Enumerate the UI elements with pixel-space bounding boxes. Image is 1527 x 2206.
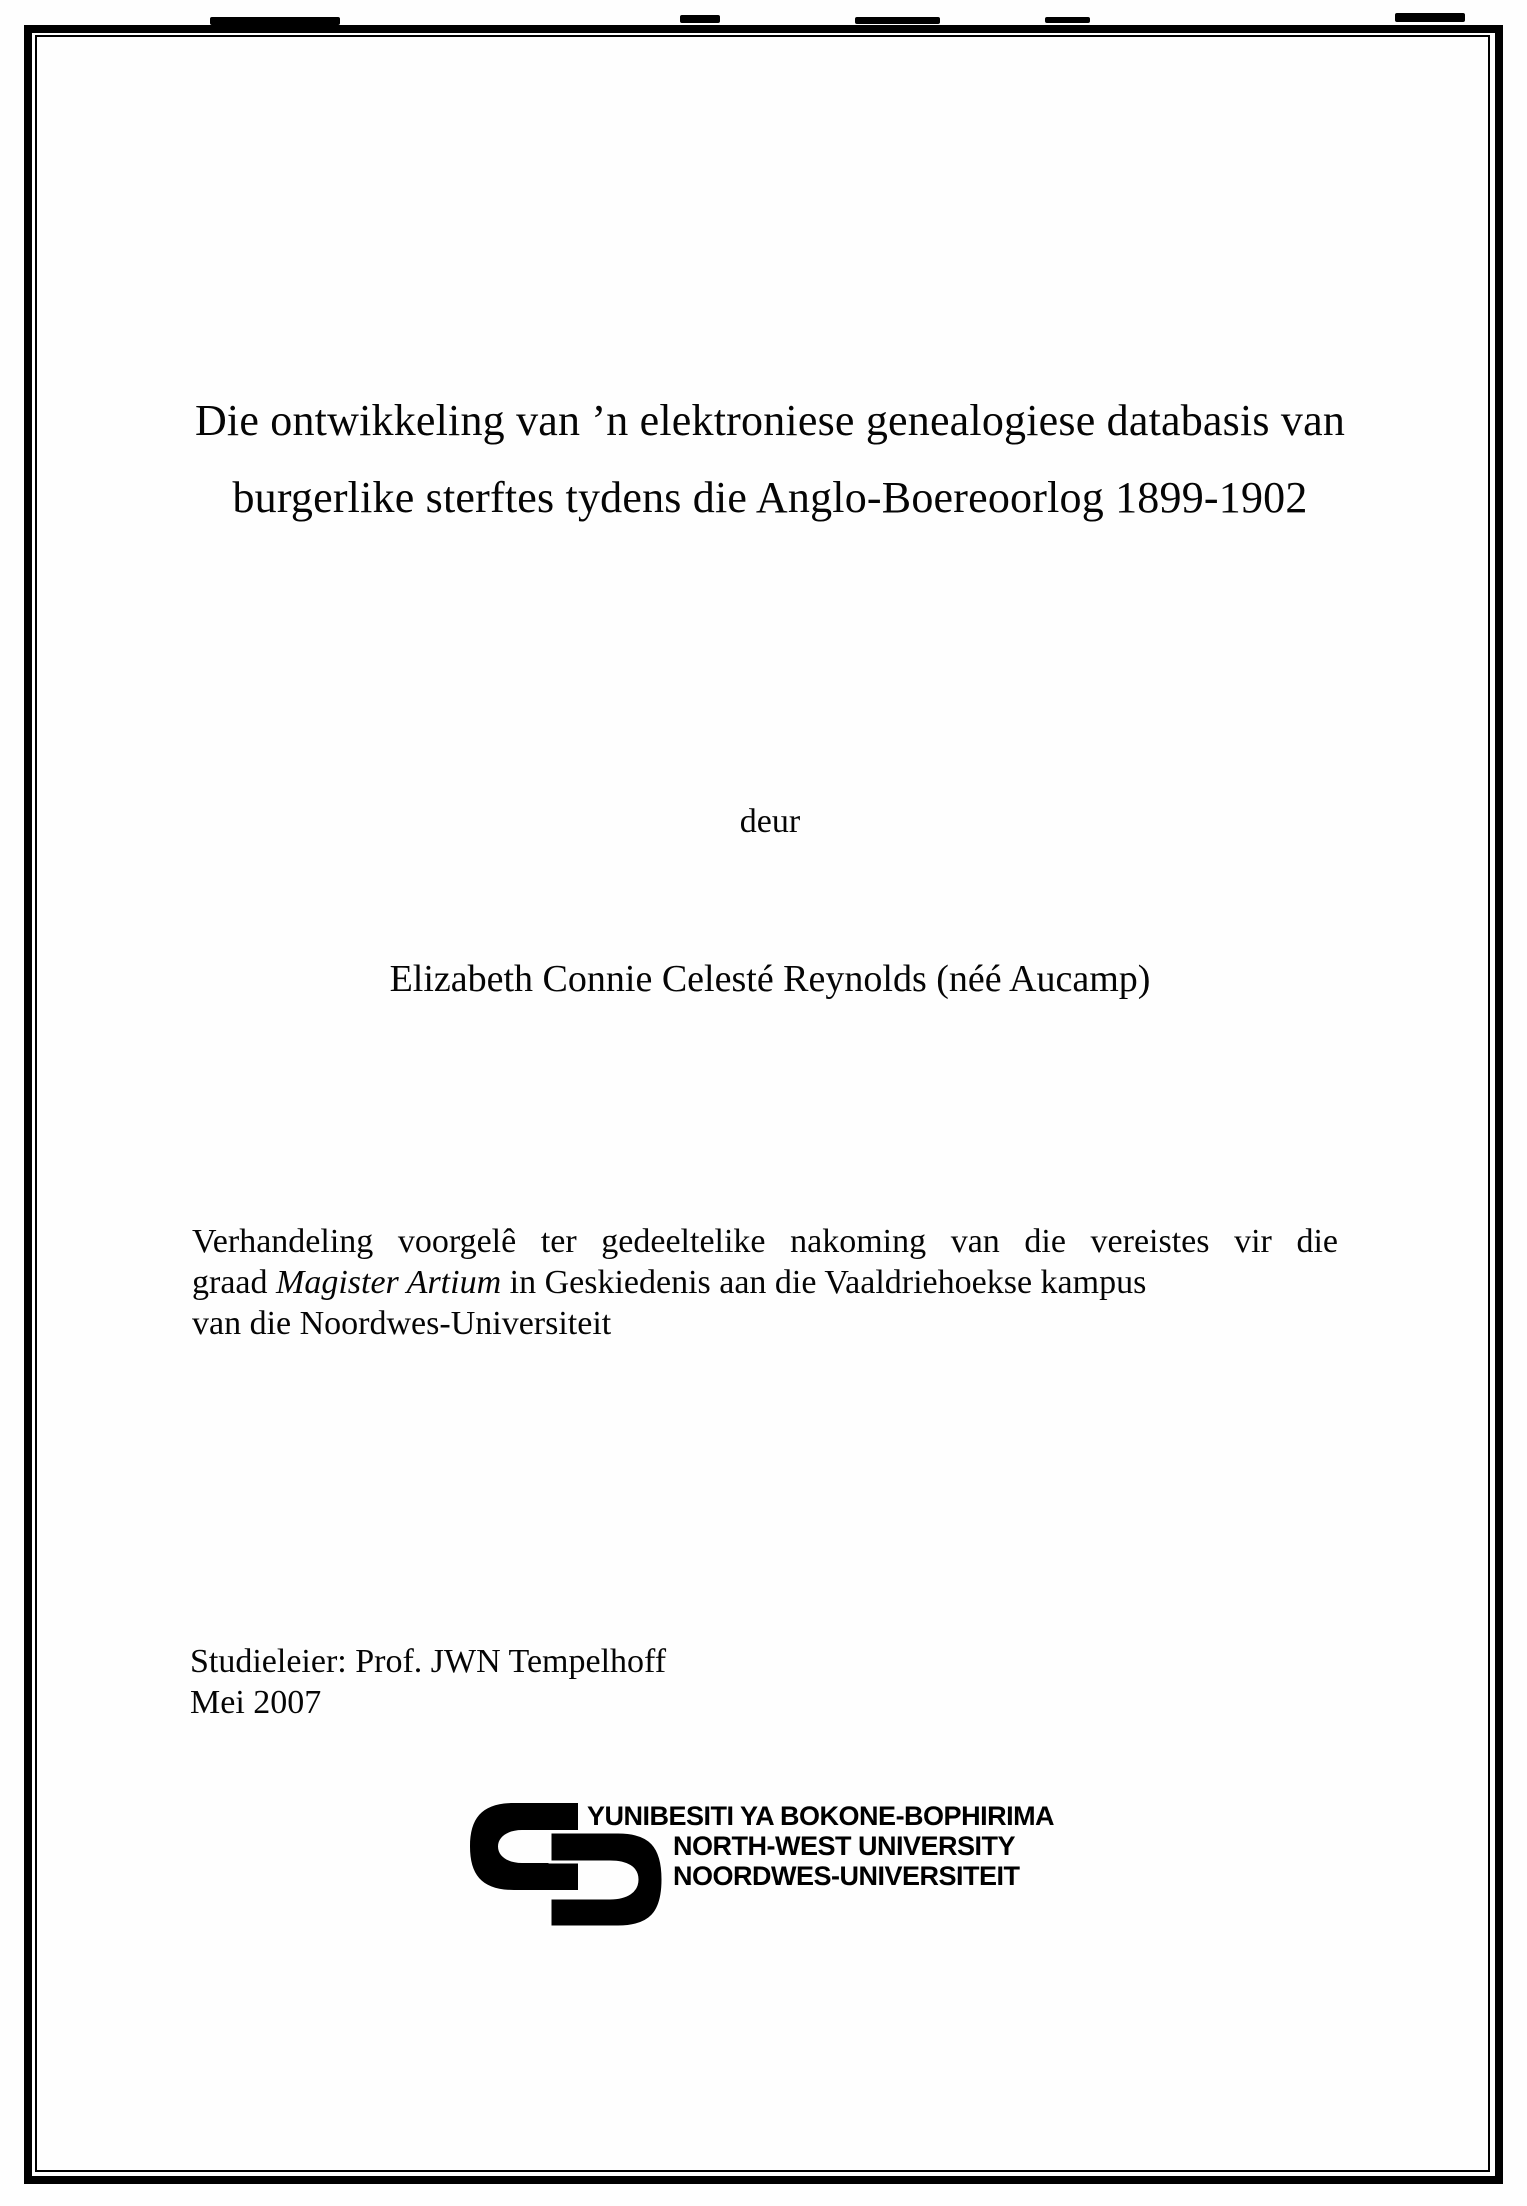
thesis-title-line-2: burgerlike sterftes tydens die Anglo-Boereoorlog 1899-1902 <box>232 473 1308 522</box>
thesis-title-line-1: Die ontwikkeling van ’n elektroniese genealogiese databasis van <box>194 396 1346 445</box>
byline-label: deur <box>739 803 801 840</box>
scan-artifact <box>1045 17 1090 23</box>
supervisor-line: Studieleier: Prof. JWN Tempelhoff <box>190 1643 667 1680</box>
logo-text-afrikaans: NOORDWES-UNIVERSITEIT <box>673 1861 1020 1891</box>
logo-text-english: NORTH-WEST UNIVERSITY <box>673 1831 1016 1861</box>
scan-artifact <box>210 17 340 25</box>
declaration-line-3: van die Noordwes-Universiteit <box>192 1305 612 1342</box>
declaration-paragraph <box>192 1221 1338 1344</box>
date-line: Mei 2007 <box>190 1684 322 1721</box>
author-name: Elizabeth Connie Celesté Reynolds (néé Aucamp) <box>389 958 1151 1000</box>
thesis-title <box>130 382 1410 536</box>
university-logo-text <box>587 1801 1054 1891</box>
declaration-line-2 <box>192 1262 1338 1303</box>
degree-name: Magister Artium <box>276 1264 502 1301</box>
logo-text-setswana: YUNIBESITI YA BOKONE-BOPHIRIMA <box>587 1801 1055 1831</box>
scan-artifact <box>1395 13 1465 22</box>
declaration-line-2-pre: graad <box>192 1264 277 1301</box>
scan-artifact <box>855 17 940 24</box>
supervisor-block <box>190 1641 666 1723</box>
scan-artifact <box>680 15 720 23</box>
declaration-line-2-post: in Geskiedenis aan die Vaaldriehoekse kampus <box>501 1264 1147 1301</box>
declaration-line-1: Verhandeling voorgelê ter gedeeltelike nakoming van die vereistes vir die <box>192 1223 1338 1260</box>
